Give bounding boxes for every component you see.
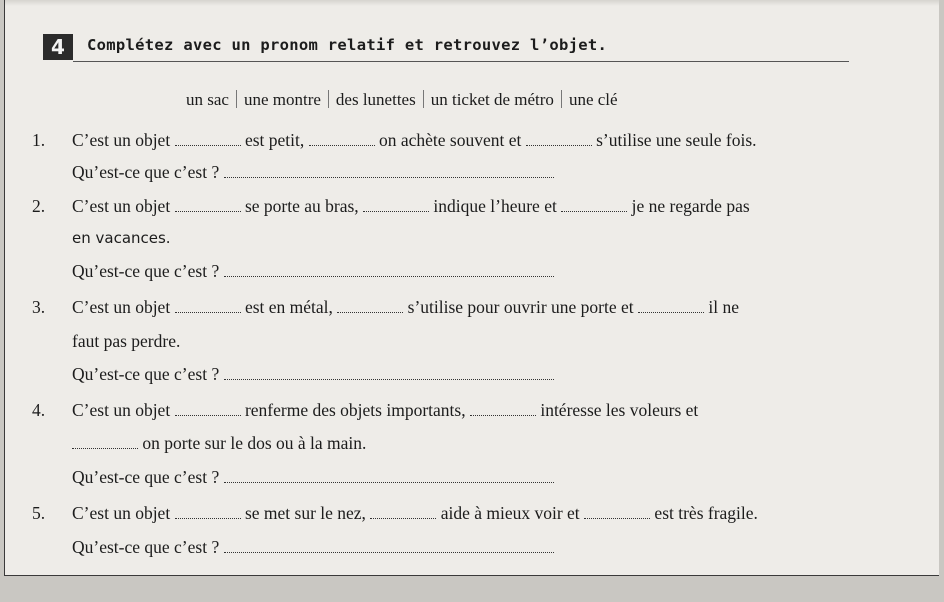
item-3-line-1	[32, 297, 739, 318]
header-divider	[73, 61, 849, 62]
answer-blank[interactable]	[175, 298, 241, 313]
question-prompt: Qu’est-ce que c’est ?	[72, 261, 220, 281]
answer-blank[interactable]	[175, 197, 241, 212]
item-text: C’est un objet	[72, 400, 171, 420]
item-text: il ne	[708, 297, 740, 317]
item-text: C’est un objet	[72, 130, 171, 150]
word-bank	[186, 90, 618, 110]
item-text: C’est un objet	[72, 503, 171, 523]
item-text: aide à mieux voir et	[440, 503, 580, 523]
item-text: intéresse les voleurs et	[540, 400, 699, 420]
item-2-line-2	[72, 229, 171, 247]
answer-blank[interactable]	[363, 197, 429, 212]
item-number: 1.	[32, 130, 46, 150]
item-text: s’utilise pour ouvrir une porte et	[407, 297, 634, 317]
answer-blank-object[interactable]	[224, 538, 554, 553]
word-bank-item: une montre	[243, 90, 321, 109]
word-bank-item: un sac	[186, 90, 229, 109]
item-text: C’est un objet	[72, 196, 171, 216]
word-bank-separator	[561, 90, 562, 108]
answer-blank[interactable]	[561, 197, 627, 212]
question-prompt: Qu’est-ce que c’est ?	[72, 537, 220, 557]
item-4-line-2	[72, 433, 366, 454]
answer-blank-object[interactable]	[224, 468, 554, 483]
item-5-line-1	[32, 503, 758, 524]
question-prompt: Qu’est-ce que c’est ?	[72, 162, 220, 182]
answer-blank[interactable]	[337, 298, 403, 313]
page-edge	[5, 0, 939, 6]
answer-blank[interactable]	[309, 131, 375, 146]
item-text: est petit,	[244, 130, 305, 150]
question-prompt: Qu’est-ce que c’est ?	[72, 364, 220, 384]
item-3-line-2	[72, 331, 180, 352]
item-text: en vacances.	[72, 229, 171, 247]
answer-blank[interactable]	[72, 434, 138, 449]
word-bank-item: une clé	[568, 90, 618, 109]
item-number: 3.	[32, 297, 46, 317]
word-bank-separator	[236, 90, 237, 108]
answer-blank[interactable]	[526, 131, 592, 146]
answer-blank[interactable]	[370, 504, 436, 519]
item-text: se met sur le nez,	[244, 503, 366, 523]
answer-blank-object[interactable]	[224, 365, 554, 380]
word-bank-item: des lunettes	[335, 90, 416, 109]
answer-blank-object[interactable]	[224, 262, 554, 277]
answer-blank-object[interactable]	[224, 163, 554, 178]
question-prompt: Qu’est-ce que c’est ?	[72, 467, 220, 487]
answer-blank[interactable]	[175, 131, 241, 146]
exercise-header	[43, 34, 849, 64]
item-3-question	[72, 364, 554, 385]
item-1-line-1	[32, 130, 757, 151]
item-text: renferme des objets importants,	[244, 400, 466, 420]
item-text: C’est un objet	[72, 297, 171, 317]
item-text: on porte sur le dos ou à la main.	[142, 433, 367, 453]
item-number: 2.	[32, 196, 46, 216]
item-text: est en métal,	[244, 297, 333, 317]
answer-blank[interactable]	[584, 504, 650, 519]
item-text: on achète souvent et	[378, 130, 522, 150]
word-bank-separator	[328, 90, 329, 108]
exercise-number-badge: 4	[43, 34, 73, 60]
item-4-question	[72, 467, 554, 488]
item-1-question	[72, 162, 554, 183]
item-number: 5.	[32, 503, 46, 523]
item-text: indique l’heure et	[433, 196, 557, 216]
item-text: faut pas perdre.	[72, 331, 181, 351]
item-2-question	[72, 261, 554, 282]
item-text: je ne regarde pas	[631, 196, 750, 216]
item-2-line-1	[32, 196, 750, 217]
worksheet	[4, 0, 939, 576]
item-text: se porte au bras,	[244, 196, 359, 216]
item-5-question	[72, 537, 554, 558]
answer-blank[interactable]	[470, 401, 536, 416]
item-text: s’utilise une seule fois.	[596, 130, 757, 150]
item-4-line-1	[32, 400, 698, 421]
word-bank-separator	[423, 90, 424, 108]
answer-blank[interactable]	[175, 504, 241, 519]
item-text: est très fragile.	[654, 503, 758, 523]
item-number: 4.	[32, 400, 46, 420]
exercise-instruction: Complétez avec un pronom relatif et retrouvez l’objet.	[87, 36, 608, 54]
answer-blank[interactable]	[175, 401, 241, 416]
word-bank-item: un ticket de métro	[430, 90, 554, 109]
answer-blank[interactable]	[638, 298, 704, 313]
